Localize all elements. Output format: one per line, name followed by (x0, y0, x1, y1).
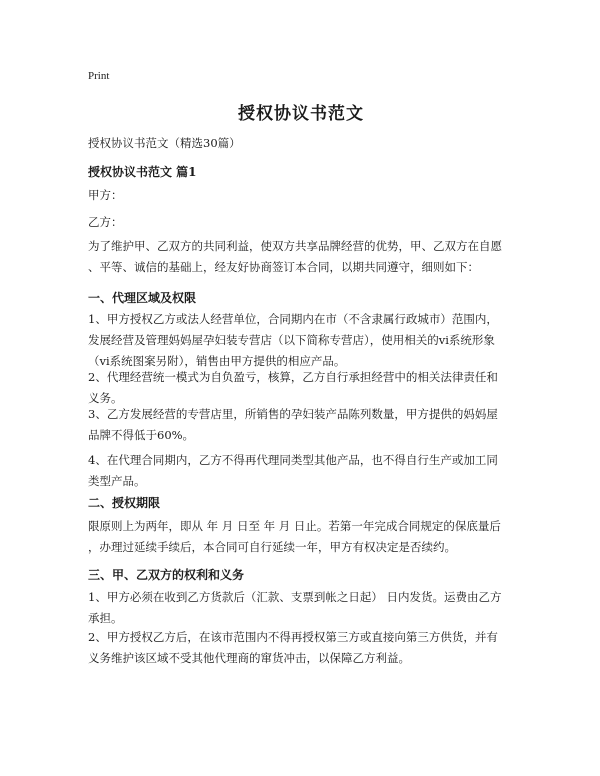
paragraph-line: 品牌不得低于60%。 (88, 428, 195, 442)
paragraph-line: 2、代理经营统一模式为自负盈亏，核算，乙方自行承担经营中的相关法律责任和 (88, 370, 498, 384)
print-link[interactable]: Print (88, 70, 110, 82)
section-heading-rights: 三、甲、乙双方的权利和义务 (88, 568, 245, 582)
paragraph-line: 承担。 (88, 611, 123, 625)
section1-item1 (88, 309, 514, 372)
paragraph-line: （vi系统图案另附），销售由甲方提供的相应产品。 (88, 354, 346, 368)
section-heading-term: 二、授权期限 (88, 496, 161, 510)
paragraph-line: 发展经营及管理妈妈屋孕妇装专营店（以下简称专营店），使用相关的vi系统形象 (88, 333, 495, 347)
section-heading-region: 一、代理区域及权限 (88, 291, 197, 305)
paragraph-line: 义务。 (88, 391, 123, 405)
section1-item2 (88, 367, 514, 409)
paragraph-line: 1、甲方必须在收到乙方货款后（汇款、支票到帐之日起） 日内发货。运费由乙方 (88, 590, 502, 604)
section2-body (88, 516, 514, 558)
paragraph-line: 2、甲方授权乙方后，在该市范围内不得再授权第三方或直接向第三方供货，并有 (88, 630, 498, 644)
section3-item1 (88, 587, 514, 629)
paragraph-line: 限原则上为两年，即从 年 月 日至 年 月 日止。若第一年完成合同规定的保底量后 (88, 519, 501, 533)
part-heading: 授权协议书范文 篇1 (88, 165, 197, 179)
paragraph-line: 3、乙方发展经营的专营店里，所销售的孕妇装产品陈列数量，甲方提供的妈妈屋 (88, 407, 498, 421)
intro-line: 、平等、诚信的基础上，经友好协商签订本合同，以期共同遵守，细则如下： (88, 260, 479, 274)
section1-item3 (88, 404, 514, 446)
party-a-label: 甲方： (88, 188, 123, 202)
page-title: 授权协议书范文 (238, 104, 364, 124)
paragraph-line: 1、甲方授权乙方或法人经营单位，合同期内在市（不含隶属行政城市）范围内， (88, 312, 498, 326)
intro-line: 为了维护甲、乙双方的共同利益，使双方共享品牌经营的优势，甲、乙双方在自愿 (88, 239, 502, 253)
paragraph-line: 4、在代理合同期内，乙方不得再代理同类型其他产品，也不得自行生产或加工同 (88, 453, 498, 467)
paragraph-line: 类型产品。 (88, 474, 146, 488)
section3-item2 (88, 627, 514, 669)
paragraph-line: 义务维护该区域不受其他代理商的窜货冲击，以保障乙方利益。 (88, 651, 410, 665)
document-subtitle: 授权协议书范文（精选30篇） (88, 136, 241, 150)
intro-paragraph (88, 236, 514, 278)
paragraph-line: ，办理过延续手续后，本合同可自行延续一年，甲方有权决定是否续约。 (88, 540, 456, 554)
section1-item4 (88, 450, 514, 492)
party-b-label: 乙方： (88, 215, 123, 229)
